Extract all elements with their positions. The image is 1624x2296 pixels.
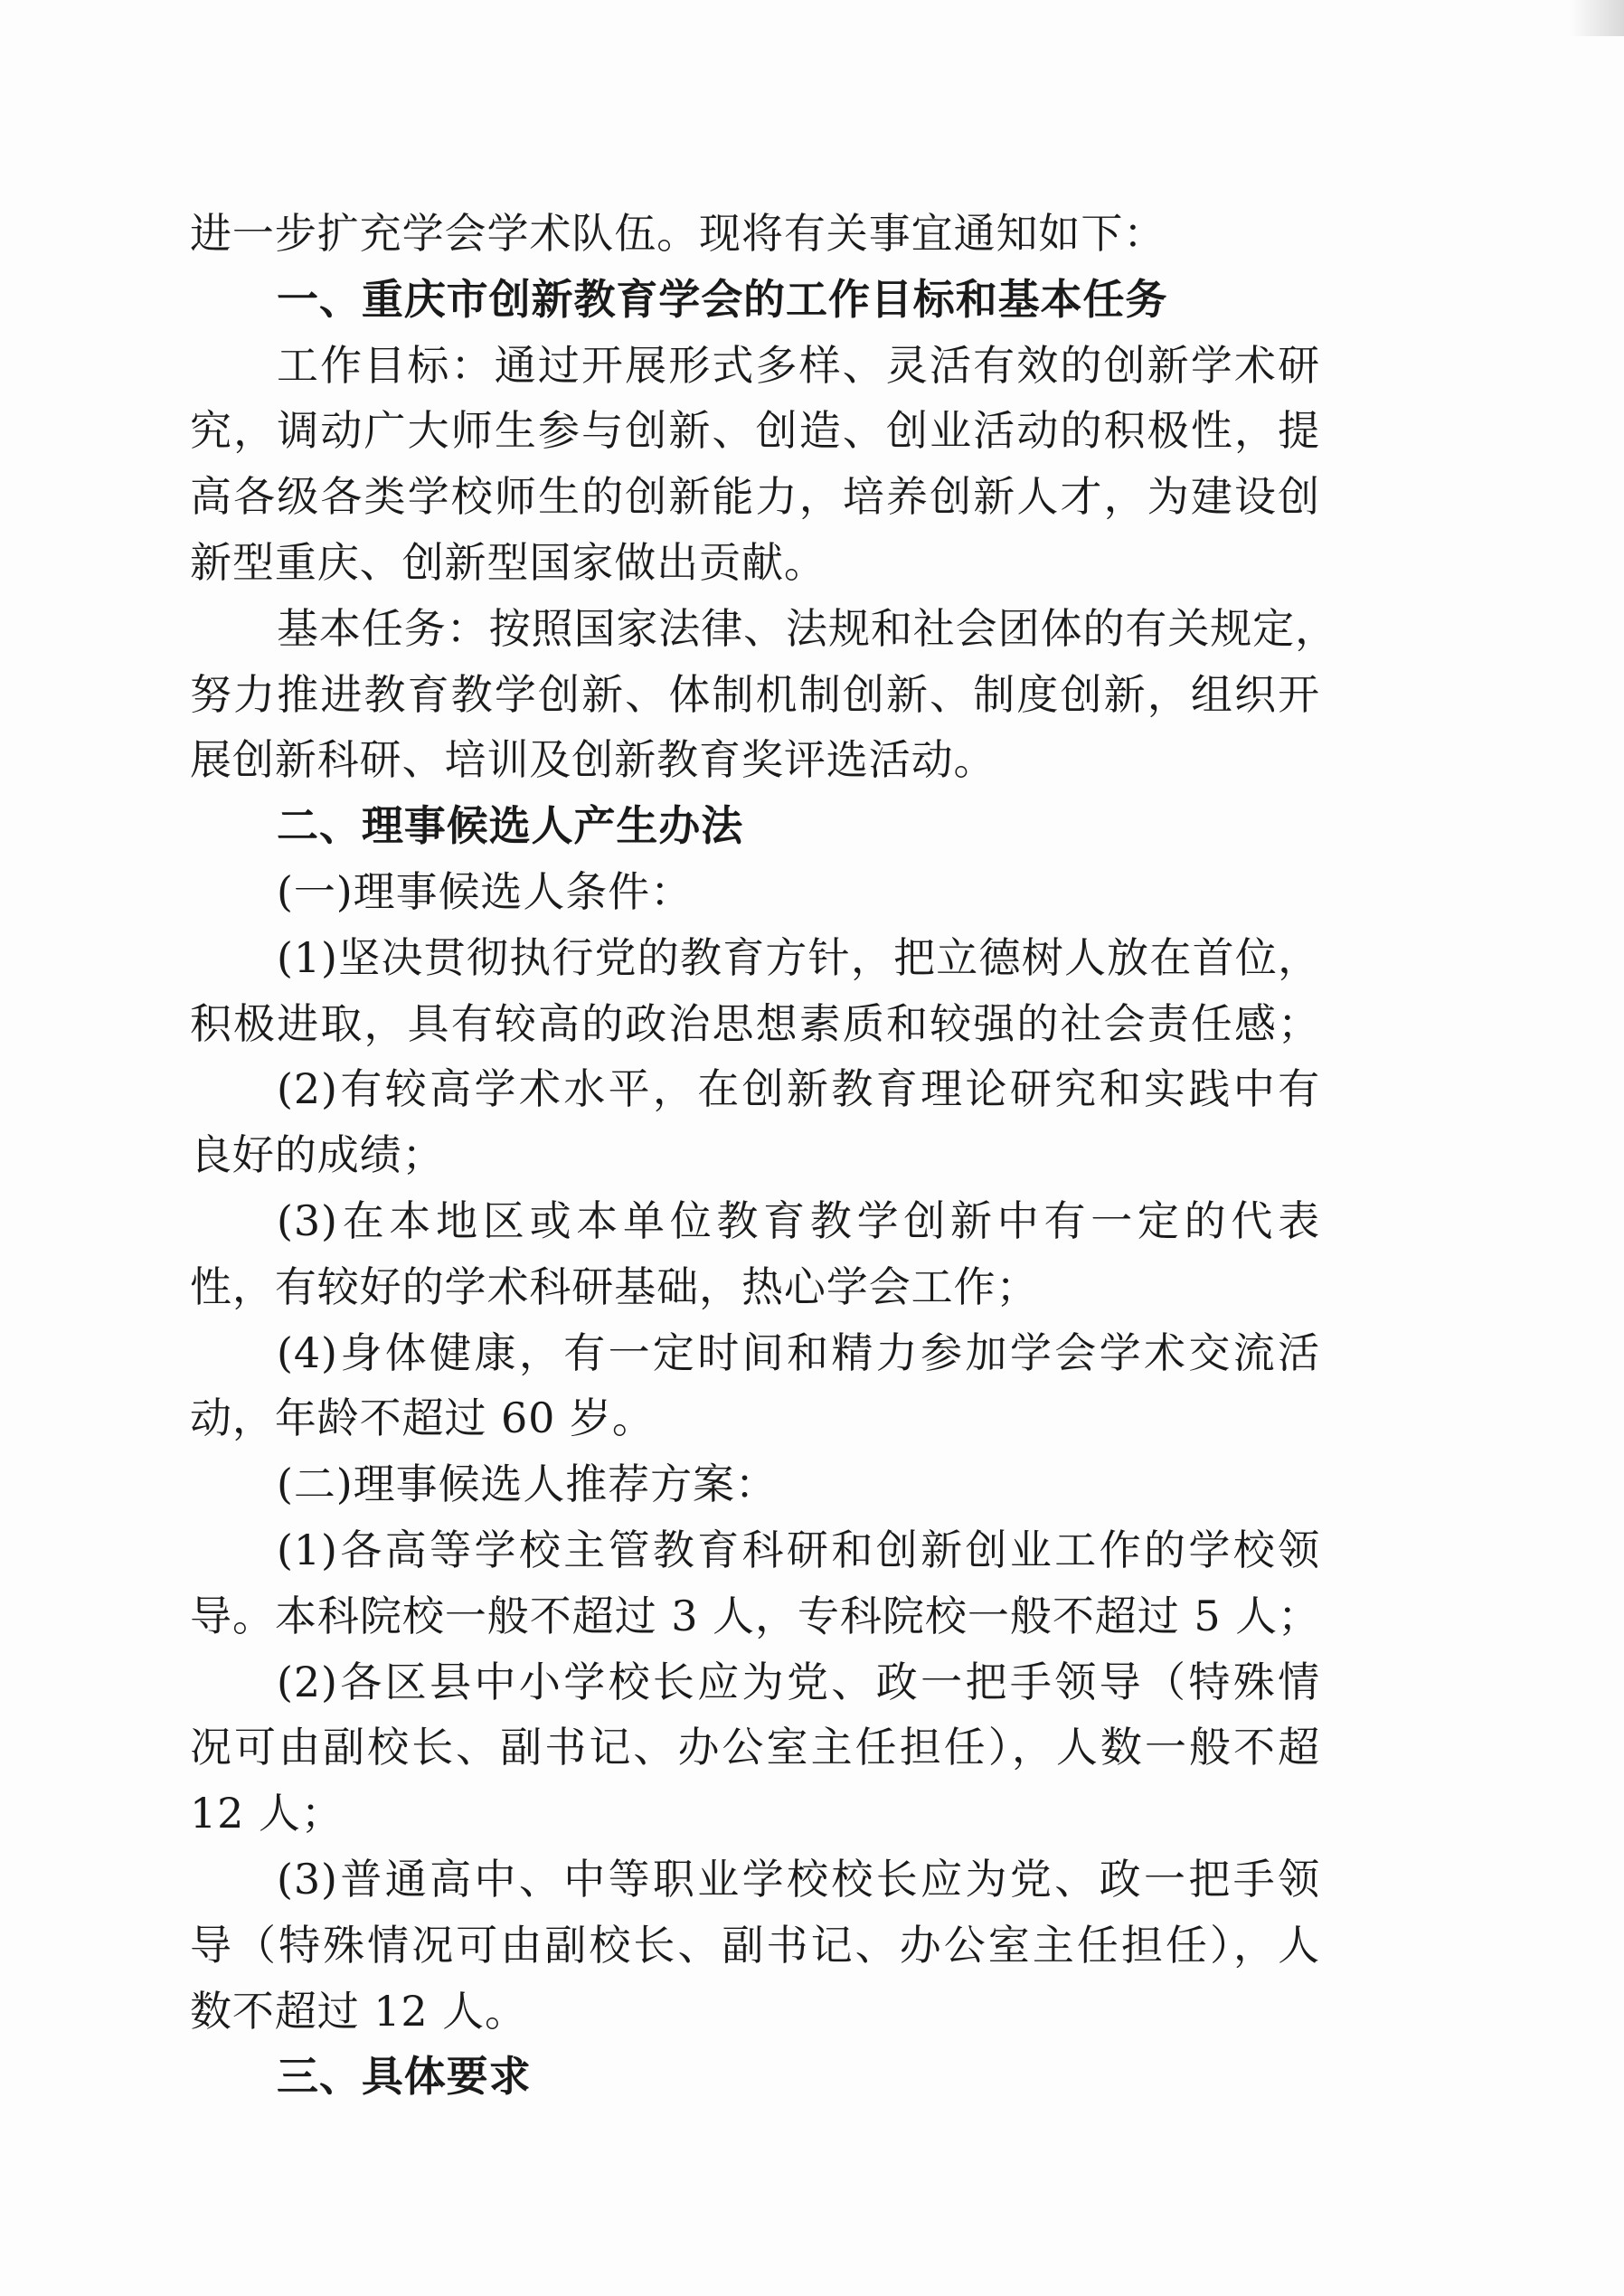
body-line: 高各级各类学校师生的创新能力，培养创新人才，为建设创: [190, 472, 1320, 522]
body-line: (2)有较高学术水平，在创新教育理论研究和实践中有: [277, 1064, 1320, 1114]
body-line: 况可由副校长、副书记、办公室主任担任），人数一般不超: [190, 1723, 1320, 1772]
body-line: 努力推进教育教学创新、体制机制创新、制度创新，组织开: [190, 669, 1320, 719]
subsection-heading: (一)理事候选人条件：: [277, 866, 694, 916]
body-line: (3)普通高中、中等职业学校校长应为党、政一把手领: [277, 1854, 1320, 1904]
body-line: 动，年龄不超过 60 岁。: [190, 1394, 655, 1443]
section-heading-3: 三、具体要求: [277, 2052, 532, 2102]
document-body: [190, 201, 1337, 2110]
body-line: 基本任务：按照国家法律、法规和社会团体的有关规定，: [277, 603, 1337, 653]
body-line: (1)坚决贯彻执行党的教育方针，把立德树人放在首位，: [277, 932, 1320, 982]
body-line: 积极进取，具有较高的政治思想素质和较强的社会责任感；: [190, 998, 1320, 1048]
section-heading-1: 一、重庆市创新教育学会的工作目标和基本任务: [277, 274, 1168, 324]
body-line: 导（特殊情况可由副校长、副书记、办公室主任担任），人: [190, 1920, 1320, 1970]
body-line: 工作目标：通过开展形式多样、灵活有效的创新学术研: [277, 340, 1320, 390]
body-line: (3)在本地区或本单位教育教学创新中有一定的代表: [277, 1195, 1320, 1245]
body-line: 12 人；: [190, 1789, 344, 1838]
body-line: 数不超过 12 人。: [190, 1986, 527, 2036]
body-line: 导。本科院校一般不超过 3 人，专科院校一般不超过 5 人；: [190, 1591, 1320, 1640]
scan-edge-shadow: [1570, 0, 1624, 36]
body-line: 性，有较好的学术科研基础，热心学会工作；: [190, 1261, 1039, 1311]
section-heading-2: 二、理事候选人产生办法: [277, 801, 744, 851]
body-line: (2)各区县中小学校长应为党、政一把手领导（特殊情: [277, 1657, 1320, 1706]
body-line: 良好的成绩；: [190, 1130, 445, 1180]
body-line: 新型重庆、创新型国家做出贡献。: [190, 537, 826, 587]
body-line: (1)各高等学校主管教育科研和创新创业工作的学校领: [277, 1525, 1320, 1574]
subsection-heading: (二)理事候选人推荐方案：: [277, 1460, 778, 1509]
body-line: 进一步扩充学会学术队伍。现将有关事宜通知如下：: [190, 209, 1166, 258]
body-line: (4)身体健康，有一定时间和精力参加学会学术交流活: [277, 1328, 1320, 1377]
body-line: 展创新科研、培训及创新教育奖评选活动。: [190, 735, 996, 785]
body-line: 究，调动广大师生参与创新、创造、创业活动的积极性，提: [190, 406, 1320, 456]
